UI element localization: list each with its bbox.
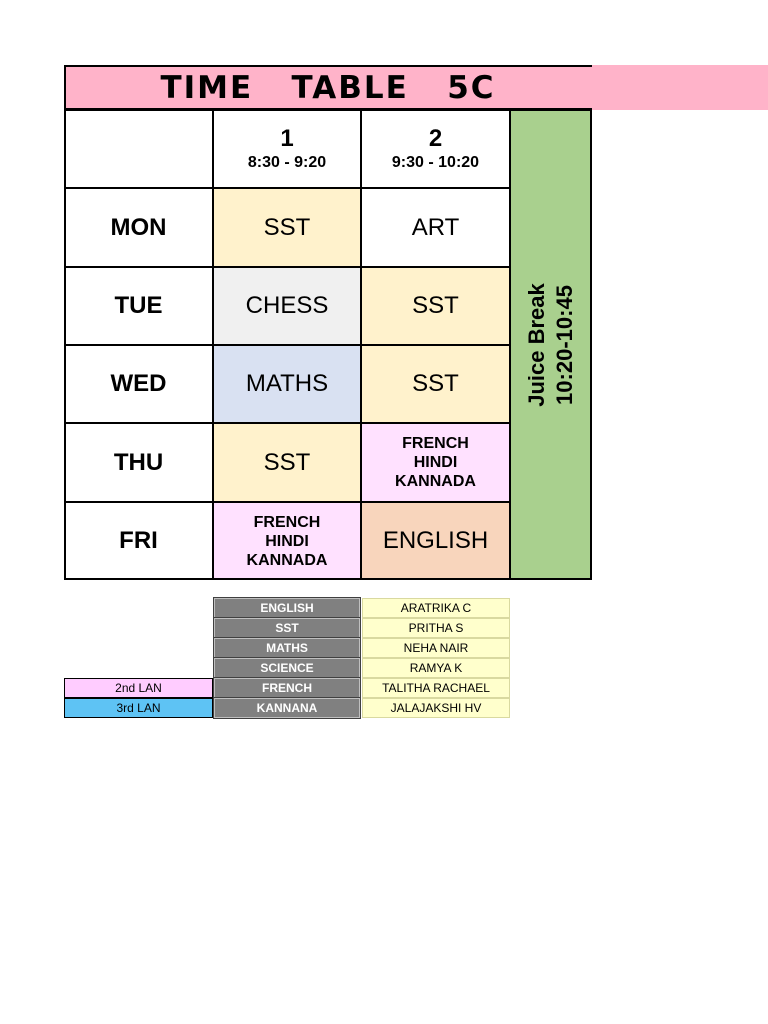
legend-teacher: RAMYA K <box>362 658 510 678</box>
page-title: TIME TABLE 5C <box>160 69 496 106</box>
legend-subject: KANNANA <box>214 698 360 718</box>
juice-break-column <box>510 109 592 580</box>
legend-subject: ENGLISH <box>214 598 360 618</box>
legend-subject: FRENCH <box>214 678 360 698</box>
legend-teacher: ARATRIKA C <box>362 598 510 618</box>
lesson-cell: SST <box>213 188 361 267</box>
lesson-cell-languages: FRENCH HINDI KANNADA <box>361 423 510 502</box>
lesson-cell-languages: FRENCH HINDI KANNADA <box>213 502 361 580</box>
day-label: FRI <box>64 502 213 580</box>
day-label: TUE <box>64 267 213 345</box>
second-language-label: 2nd LAN <box>64 678 213 698</box>
lesson-cell: SST <box>361 267 510 345</box>
break-time: 10:20-10:45 <box>552 284 577 405</box>
legend-teacher: JALAJAKSHI HV <box>362 698 510 718</box>
legend-subject: SCIENCE <box>214 658 360 678</box>
legend-teacher: PRITHA S <box>362 618 510 638</box>
legend-subject: MATHS <box>214 638 360 658</box>
day-label: THU <box>64 423 213 502</box>
corner-cell <box>64 109 213 188</box>
lesson-cell: ART <box>361 188 510 267</box>
legend-subject: SST <box>214 618 360 638</box>
break-label: Juice Break <box>524 282 549 407</box>
day-label: WED <box>64 345 213 423</box>
legend-teacher: TALITHA RACHAEL <box>362 678 510 698</box>
period-number: 1 <box>280 124 294 152</box>
lesson-cell: ENGLISH <box>361 502 510 580</box>
period-number: 2 <box>428 124 443 152</box>
legend-teacher: NEHA NAIR <box>362 638 510 658</box>
third-language-label: 3rd LAN <box>64 698 213 718</box>
period-header-1 <box>213 109 361 188</box>
period-time: 9:30 - 10:20 <box>391 153 480 171</box>
lesson-cell: SST <box>361 345 510 423</box>
juice-break-text <box>523 283 579 407</box>
lesson-cell: CHESS <box>213 267 361 345</box>
lesson-cell: MATHS <box>213 345 361 423</box>
day-label: MON <box>64 188 213 267</box>
period-time: 8:30 - 9:20 <box>247 153 327 171</box>
lesson-cell: SST <box>213 423 361 502</box>
period-header-2 <box>361 109 510 188</box>
